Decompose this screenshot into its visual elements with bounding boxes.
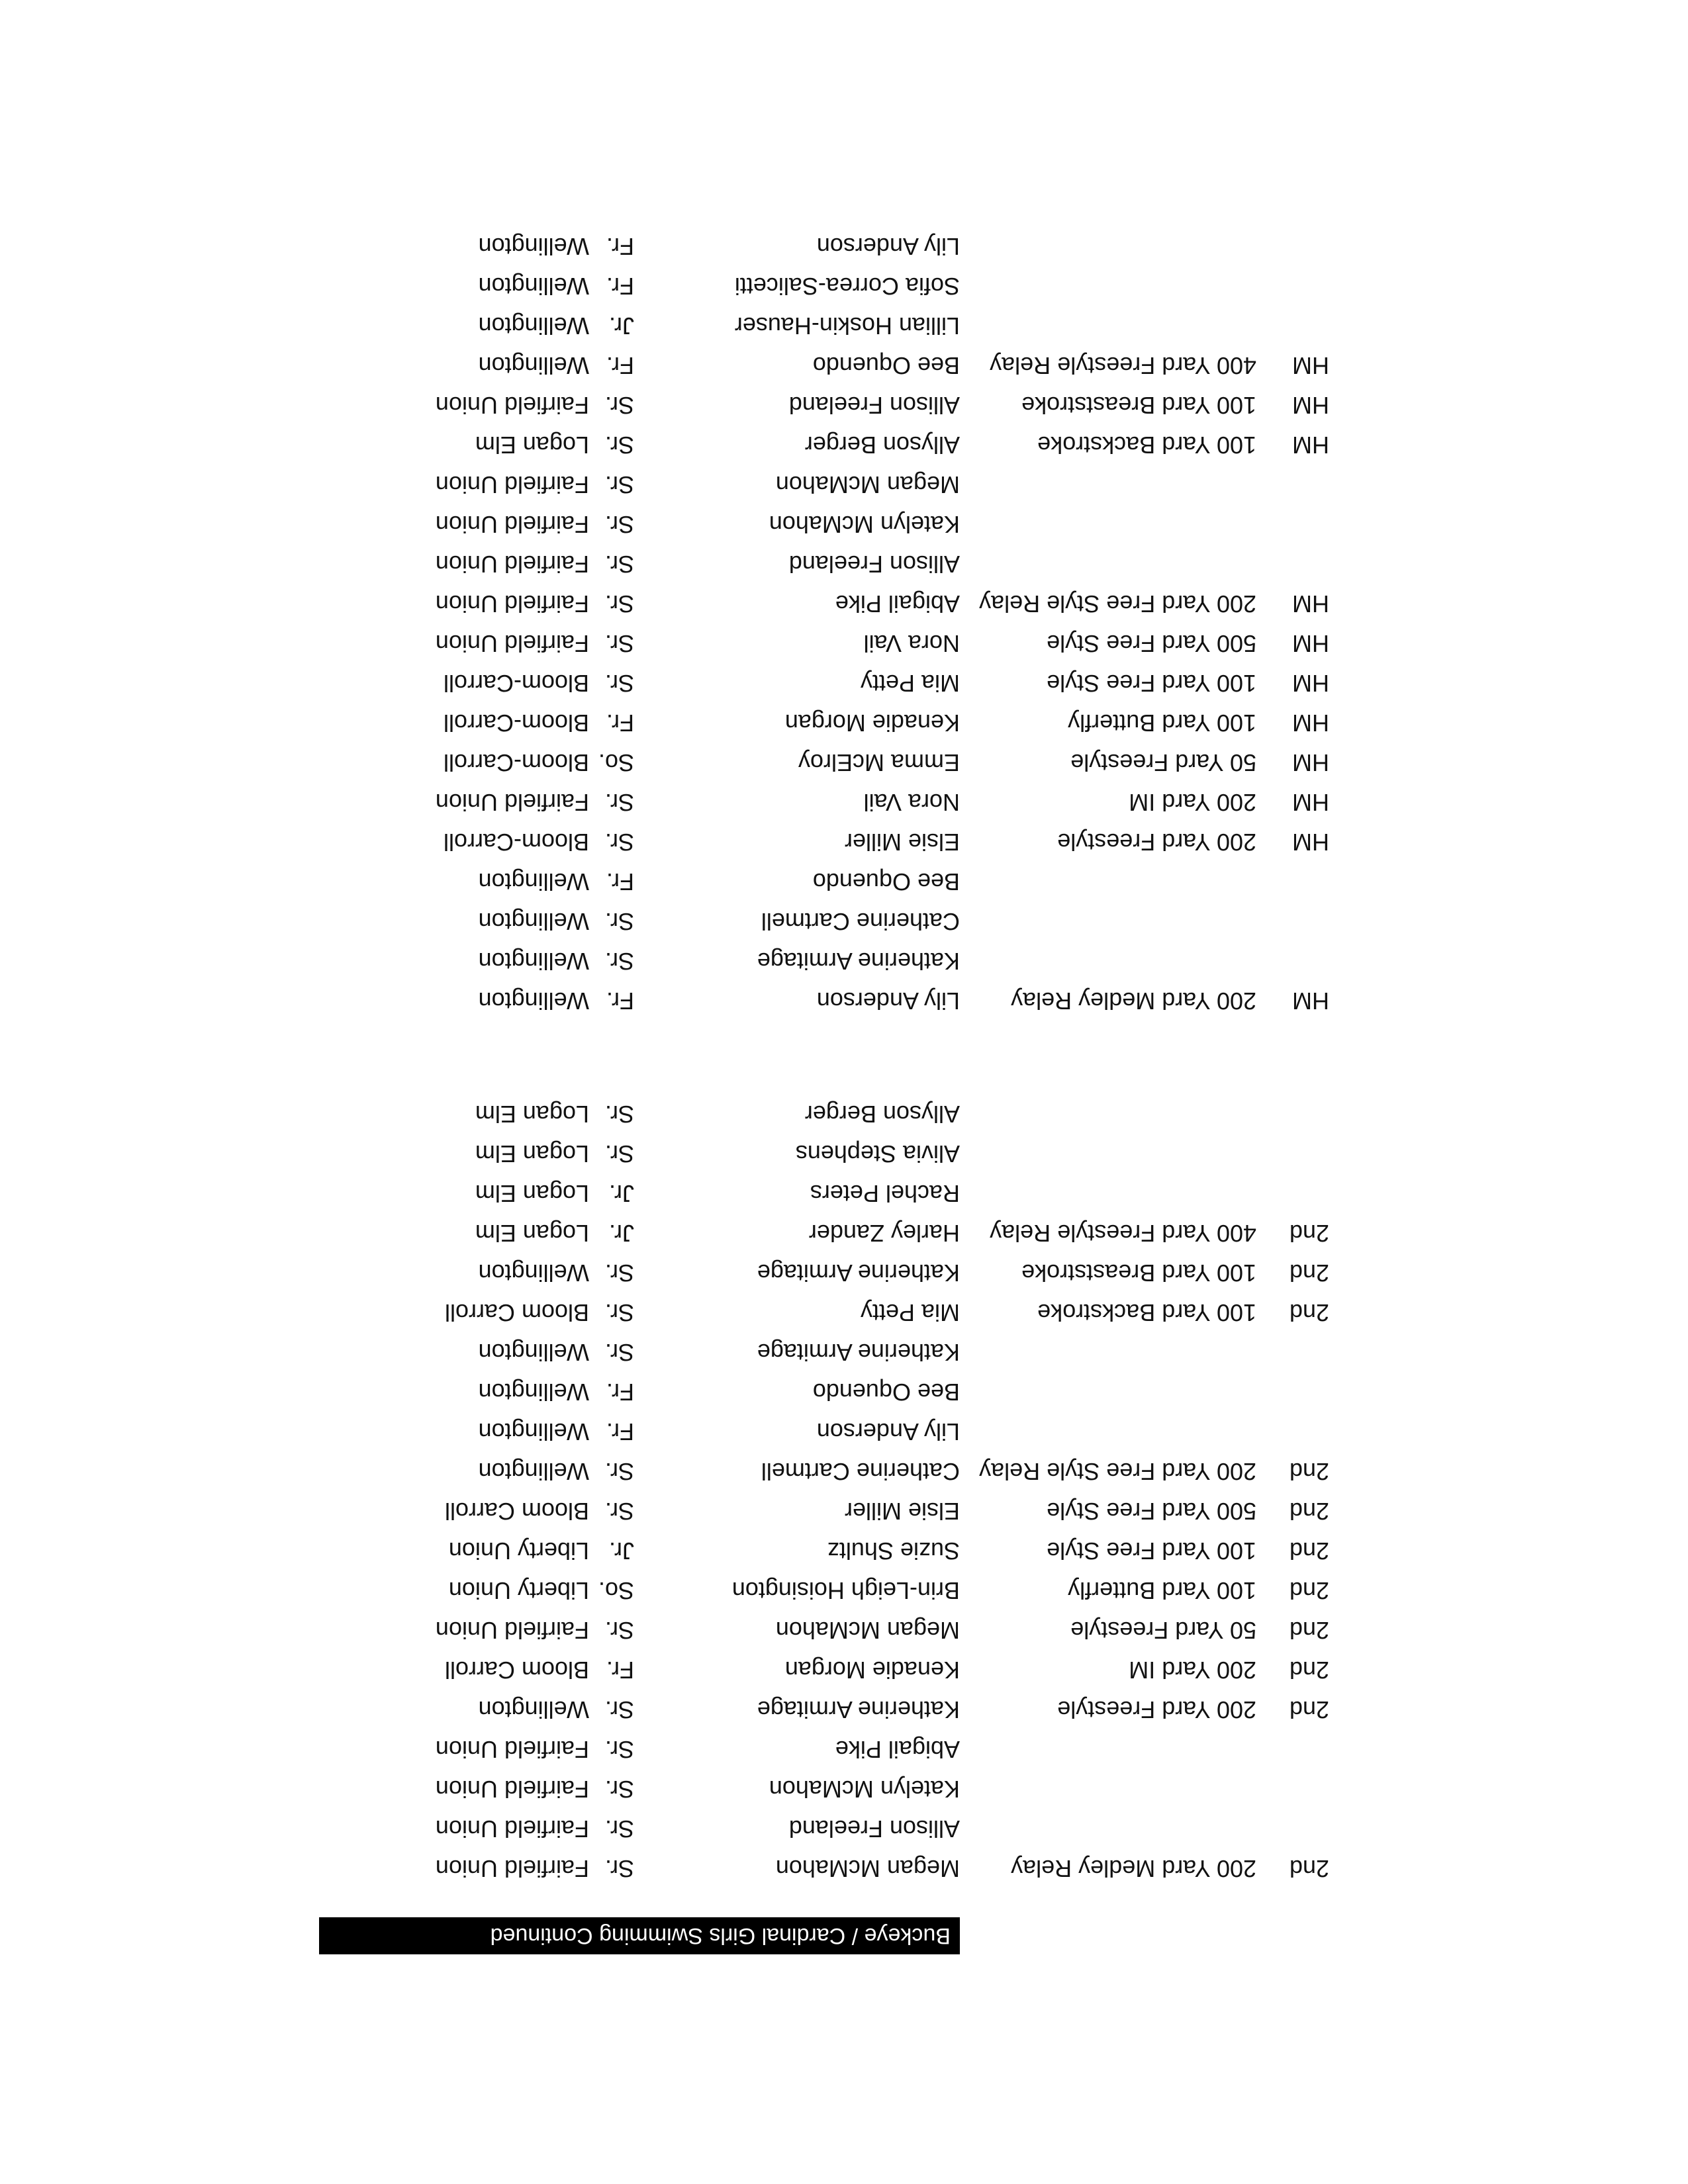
result-school: Wellington bbox=[478, 233, 589, 260]
result-place: HM bbox=[1292, 352, 1329, 379]
result-school: Wellington bbox=[478, 352, 589, 379]
result-year: Fr. bbox=[606, 1418, 634, 1445]
result-name: Catherine Cartmell bbox=[761, 908, 960, 935]
result-name: Lillian Hoskin-Hauser bbox=[734, 312, 960, 340]
result-name: Lily Anderson bbox=[816, 233, 960, 260]
result-name: Rachel Peters bbox=[810, 1180, 960, 1207]
result-place: 2nd bbox=[1289, 1855, 1329, 1882]
result-event: 100 Yard Breaststroke bbox=[1021, 392, 1256, 419]
result-name: Allison Freeland bbox=[788, 392, 960, 419]
result-school: Logan Elm bbox=[475, 432, 589, 459]
result-event: 500 Yard Free Style bbox=[1047, 1498, 1256, 1525]
result-name: Kenadie Morgan bbox=[784, 1657, 960, 1684]
result-name: Brin-Leigh Hoisington bbox=[731, 1577, 960, 1604]
result-place: 2nd bbox=[1289, 1657, 1329, 1684]
result-name: Nora Vail bbox=[863, 630, 960, 657]
result-school: Bloom-Carroll bbox=[443, 670, 589, 697]
result-school: Fairfield Union bbox=[435, 471, 589, 498]
result-place: HM bbox=[1292, 670, 1329, 697]
result-place: 2nd bbox=[1289, 1498, 1329, 1525]
result-school: Fairfield Union bbox=[435, 1617, 589, 1644]
result-year: Sr. bbox=[604, 392, 634, 419]
result-place: 2nd bbox=[1289, 1259, 1329, 1287]
result-name: Katelyn McMahon bbox=[769, 1776, 960, 1803]
result-event: 100 Yard Free Style bbox=[1047, 670, 1256, 697]
result-event: 50 Yard Freestyle bbox=[1070, 1617, 1256, 1644]
result-school: Fairfield Union bbox=[435, 590, 589, 617]
result-name: Kenadie Morgan bbox=[784, 709, 960, 737]
result-name: Katherine Armitage bbox=[757, 1696, 960, 1723]
result-school: Bloom-Carroll bbox=[443, 749, 589, 776]
result-year: Sr. bbox=[604, 1339, 634, 1366]
result-event: 500 Yard Free Style bbox=[1047, 630, 1256, 657]
result-place: 2nd bbox=[1289, 1577, 1329, 1604]
result-year: Fr. bbox=[606, 987, 634, 1015]
result-school: Wellington bbox=[478, 273, 589, 300]
result-year: Sr. bbox=[604, 630, 634, 657]
result-name: Catherine Cartmell bbox=[761, 1458, 960, 1485]
result-name: Bee Oquendo bbox=[812, 352, 960, 379]
result-school: Bloom-Carroll bbox=[443, 709, 589, 737]
result-event: 100 Yard Butterfly bbox=[1068, 709, 1256, 737]
result-year: So. bbox=[598, 749, 634, 776]
result-year: Sr. bbox=[604, 1855, 634, 1882]
result-year: So. bbox=[598, 1577, 634, 1604]
result-place: HM bbox=[1292, 432, 1329, 459]
result-name: Elsie Miller bbox=[844, 1498, 960, 1525]
result-school: Logan Elm bbox=[475, 1180, 589, 1207]
result-school: Fairfield Union bbox=[435, 511, 589, 538]
result-event: 200 Yard Free Style Relay bbox=[979, 1458, 1256, 1485]
result-event: 50 Yard Freestyle bbox=[1070, 749, 1256, 776]
result-school: Wellington bbox=[478, 987, 589, 1015]
result-year: Fr. bbox=[606, 233, 634, 260]
result-school: Wellington bbox=[478, 908, 589, 935]
result-year: Sr. bbox=[604, 590, 634, 617]
result-school: Fairfield Union bbox=[435, 630, 589, 657]
result-place: HM bbox=[1292, 749, 1329, 776]
result-year: Sr. bbox=[604, 670, 634, 697]
result-school: Logan Elm bbox=[475, 1140, 589, 1167]
result-year: Sr. bbox=[604, 1498, 634, 1525]
result-name: Abigail Pike bbox=[835, 1736, 960, 1763]
result-school: Fairfield Union bbox=[435, 392, 589, 419]
result-name: Mia Petty bbox=[860, 1299, 960, 1326]
result-school: Wellington bbox=[478, 1458, 589, 1485]
result-place: HM bbox=[1292, 709, 1329, 737]
result-place: 2nd bbox=[1289, 1617, 1329, 1644]
result-year: Sr. bbox=[604, 432, 634, 459]
result-name: Mia Petty bbox=[860, 670, 960, 697]
result-year: Sr. bbox=[604, 1617, 634, 1644]
result-school: Fairfield Union bbox=[435, 1815, 589, 1843]
result-year: Sr. bbox=[604, 1458, 634, 1485]
result-place: HM bbox=[1292, 829, 1329, 856]
result-year: Fr. bbox=[606, 868, 634, 895]
result-name: Allison Freeland bbox=[788, 551, 960, 578]
result-event: 200 Yard IM bbox=[1129, 1657, 1256, 1684]
result-year: Sr. bbox=[604, 789, 634, 816]
result-name: Katelyn McMahon bbox=[769, 511, 960, 538]
result-year: Sr. bbox=[604, 1299, 634, 1326]
result-name: Katherine Armitage bbox=[757, 1339, 960, 1366]
result-event: 100 Yard Backstroke bbox=[1037, 1299, 1256, 1326]
result-school: Wellington bbox=[478, 948, 589, 975]
result-event: 200 Yard Freestyle bbox=[1057, 1696, 1256, 1723]
result-name: Abigail Pike bbox=[835, 590, 960, 617]
result-year: Jr. bbox=[608, 1220, 634, 1247]
result-year: Fr. bbox=[606, 1657, 634, 1684]
result-year: Jr. bbox=[608, 1537, 634, 1565]
result-year: Sr. bbox=[604, 1101, 634, 1128]
result-place: HM bbox=[1292, 987, 1329, 1015]
result-year: Sr. bbox=[604, 908, 634, 935]
result-school: Wellington bbox=[478, 1339, 589, 1366]
result-name: Bee Oquendo bbox=[812, 868, 960, 895]
result-year: Sr. bbox=[604, 1140, 634, 1167]
result-school: Wellington bbox=[478, 1418, 589, 1445]
result-year: Sr. bbox=[604, 1696, 634, 1723]
result-name: Alivia Stephens bbox=[795, 1140, 960, 1167]
result-school: Fairfield Union bbox=[435, 1736, 589, 1763]
result-year: Sr. bbox=[604, 948, 634, 975]
result-school: Fairfield Union bbox=[435, 1855, 589, 1882]
result-event: 200 Yard Free Style Relay bbox=[979, 590, 1256, 617]
result-year: Fr. bbox=[606, 352, 634, 379]
result-year: Fr. bbox=[606, 273, 634, 300]
result-year: Sr. bbox=[604, 829, 634, 856]
result-place: HM bbox=[1292, 630, 1329, 657]
result-name: Megan McMahon bbox=[775, 471, 960, 498]
result-name: Emma McElroy bbox=[798, 749, 960, 776]
result-year: Fr. bbox=[606, 1379, 634, 1406]
result-name: Bee Oquendo bbox=[812, 1379, 960, 1406]
result-event: 400 Yard Freestyle Relay bbox=[990, 352, 1256, 379]
result-school: Wellington bbox=[478, 312, 589, 340]
result-year: Jr. bbox=[608, 1180, 634, 1207]
result-event: 200 Yard Freestyle bbox=[1057, 829, 1256, 856]
result-event: 200 Yard Medley Relay bbox=[1011, 1855, 1256, 1882]
result-school: Bloom Carroll bbox=[444, 1299, 589, 1326]
result-school: Logan Elm bbox=[475, 1220, 589, 1247]
result-year: Sr. bbox=[604, 471, 634, 498]
result-year: Jr. bbox=[608, 312, 634, 340]
result-name: Megan McMahon bbox=[775, 1617, 960, 1644]
result-school: Wellington bbox=[478, 1259, 589, 1287]
result-event: 400 Yard Freestyle Relay bbox=[990, 1220, 1256, 1247]
result-name: Lily Anderson bbox=[816, 987, 960, 1015]
result-place: HM bbox=[1292, 789, 1329, 816]
result-place: 2nd bbox=[1289, 1537, 1329, 1565]
result-year: Sr. bbox=[604, 551, 634, 578]
result-name: Megan McMahon bbox=[775, 1855, 960, 1882]
result-school: Liberty Union bbox=[448, 1577, 589, 1604]
result-place: HM bbox=[1292, 392, 1329, 419]
result-event: 100 Yard Free Style bbox=[1047, 1537, 1256, 1565]
result-event: 100 Yard Backstroke bbox=[1037, 432, 1256, 459]
result-place: 2nd bbox=[1289, 1220, 1329, 1247]
result-event: 200 Yard IM bbox=[1129, 789, 1256, 816]
result-year: Sr. bbox=[604, 511, 634, 538]
result-name: Allison Freeland bbox=[788, 1815, 960, 1843]
result-year: Fr. bbox=[606, 709, 634, 737]
result-school: Fairfield Union bbox=[435, 789, 589, 816]
result-event: 200 Yard Medley Relay bbox=[1011, 987, 1256, 1015]
result-school: Bloom-Carroll bbox=[443, 829, 589, 856]
result-school: Fairfield Union bbox=[435, 551, 589, 578]
result-school: Liberty Union bbox=[448, 1537, 589, 1565]
result-event: 100 Yard Butterfly bbox=[1068, 1577, 1256, 1604]
result-name: Katherine Armitage bbox=[757, 948, 960, 975]
result-year: Sr. bbox=[604, 1776, 634, 1803]
result-name: Suzie Shultz bbox=[827, 1537, 960, 1565]
result-school: Logan Elm bbox=[475, 1101, 589, 1128]
result-school: Bloom Carroll bbox=[444, 1657, 589, 1684]
result-name: Allyson Berger bbox=[804, 432, 960, 459]
result-year: Sr. bbox=[604, 1259, 634, 1287]
result-name: Allyson Berger bbox=[804, 1101, 960, 1128]
result-name: Harley Zander bbox=[808, 1220, 960, 1247]
result-place: 2nd bbox=[1289, 1458, 1329, 1485]
result-school: Bloom Carroll bbox=[444, 1498, 589, 1525]
result-place: 2nd bbox=[1289, 1696, 1329, 1723]
result-school: Wellington bbox=[478, 1696, 589, 1723]
result-name: Elsie Miller bbox=[844, 829, 960, 856]
result-school: Fairfield Union bbox=[435, 1776, 589, 1803]
result-event: 100 Yard Breaststroke bbox=[1021, 1259, 1256, 1287]
result-name: Nora Vail bbox=[863, 789, 960, 816]
result-year: Sr. bbox=[604, 1736, 634, 1763]
result-name: Lily Anderson bbox=[816, 1418, 960, 1445]
result-name: Katherine Armitage bbox=[757, 1259, 960, 1287]
result-year: Sr. bbox=[604, 1815, 634, 1843]
section-banner: Buckeye / Cardinal Girls Swimming Continued bbox=[319, 1917, 960, 1954]
result-place: 2nd bbox=[1289, 1299, 1329, 1326]
result-school: Wellington bbox=[478, 868, 589, 895]
result-school: Wellington bbox=[478, 1379, 589, 1406]
result-place: HM bbox=[1292, 590, 1329, 617]
result-name: Sofia Correa-Salicetti bbox=[734, 273, 960, 300]
